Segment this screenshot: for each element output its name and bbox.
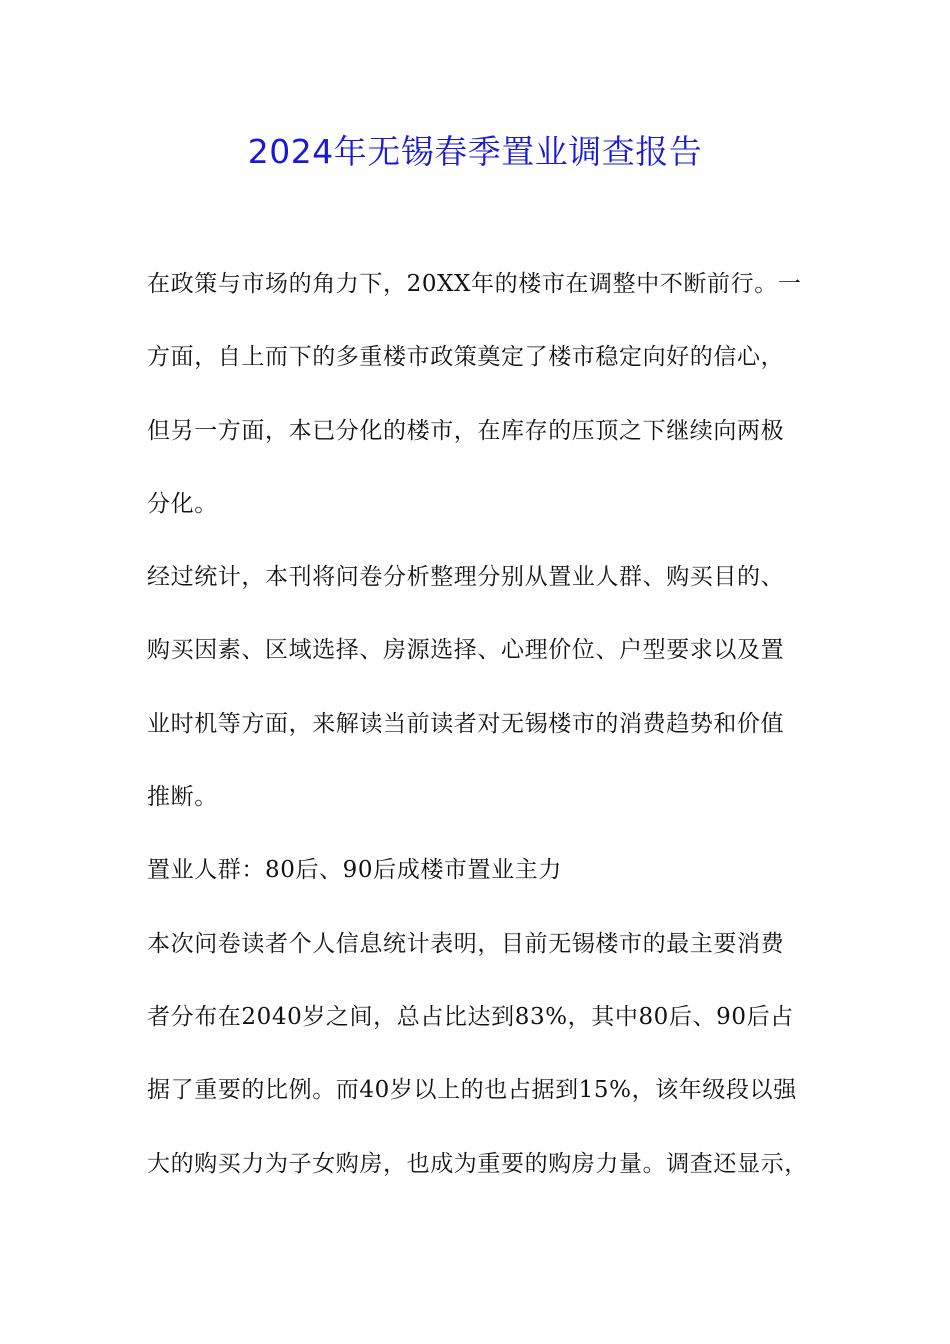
- text-line: 推断。: [147, 784, 218, 811]
- text-line: 者分布在2040岁之间，总占比达到83%，其中80后、90后占: [147, 1003, 794, 1030]
- text-line: 购买因素、区域选择、房源选择、心理价位、户型要求以及置: [147, 637, 785, 664]
- text-line: 但另一方面，本已分化的楼市，在库存的压顶之下继续向两极: [147, 417, 785, 444]
- section-heading-buyers: [147, 850, 819, 923]
- text-line: 大的购买力为子女购房，也成为重要的购房力量。调查还显示，: [147, 1150, 808, 1177]
- text-line: 经过统计，本刊将问卷分析整理分别从置业人群、购买目的、: [147, 564, 785, 591]
- text-line: 方面，自上而下的多重楼市政策奠定了楼市稳定向好的信心，: [147, 344, 785, 371]
- paragraph-intro: [147, 264, 819, 557]
- paragraph-statistics: [147, 557, 819, 850]
- document-body: [147, 264, 819, 1217]
- text-line: 置业人群：80后、90后成楼市置业主力: [147, 857, 562, 884]
- document-title: 2024年无锡春季置业调查报告: [247, 132, 703, 171]
- text-line: 分化。: [147, 490, 218, 517]
- text-line: 据了重要的比例。而40岁以上的也占据到15%，该年级段以强: [147, 1077, 797, 1104]
- text-line: 业时机等方面，来解读当前读者对无锡楼市的消费趋势和价值: [147, 710, 785, 737]
- text-line: 本次问卷读者个人信息统计表明，目前无锡楼市的最主要消费: [147, 930, 785, 957]
- text-line: 在政策与市场的角力下，20XX年的楼市在调整中不断前行。一: [147, 271, 802, 297]
- paragraph-buyers: [147, 924, 819, 1217]
